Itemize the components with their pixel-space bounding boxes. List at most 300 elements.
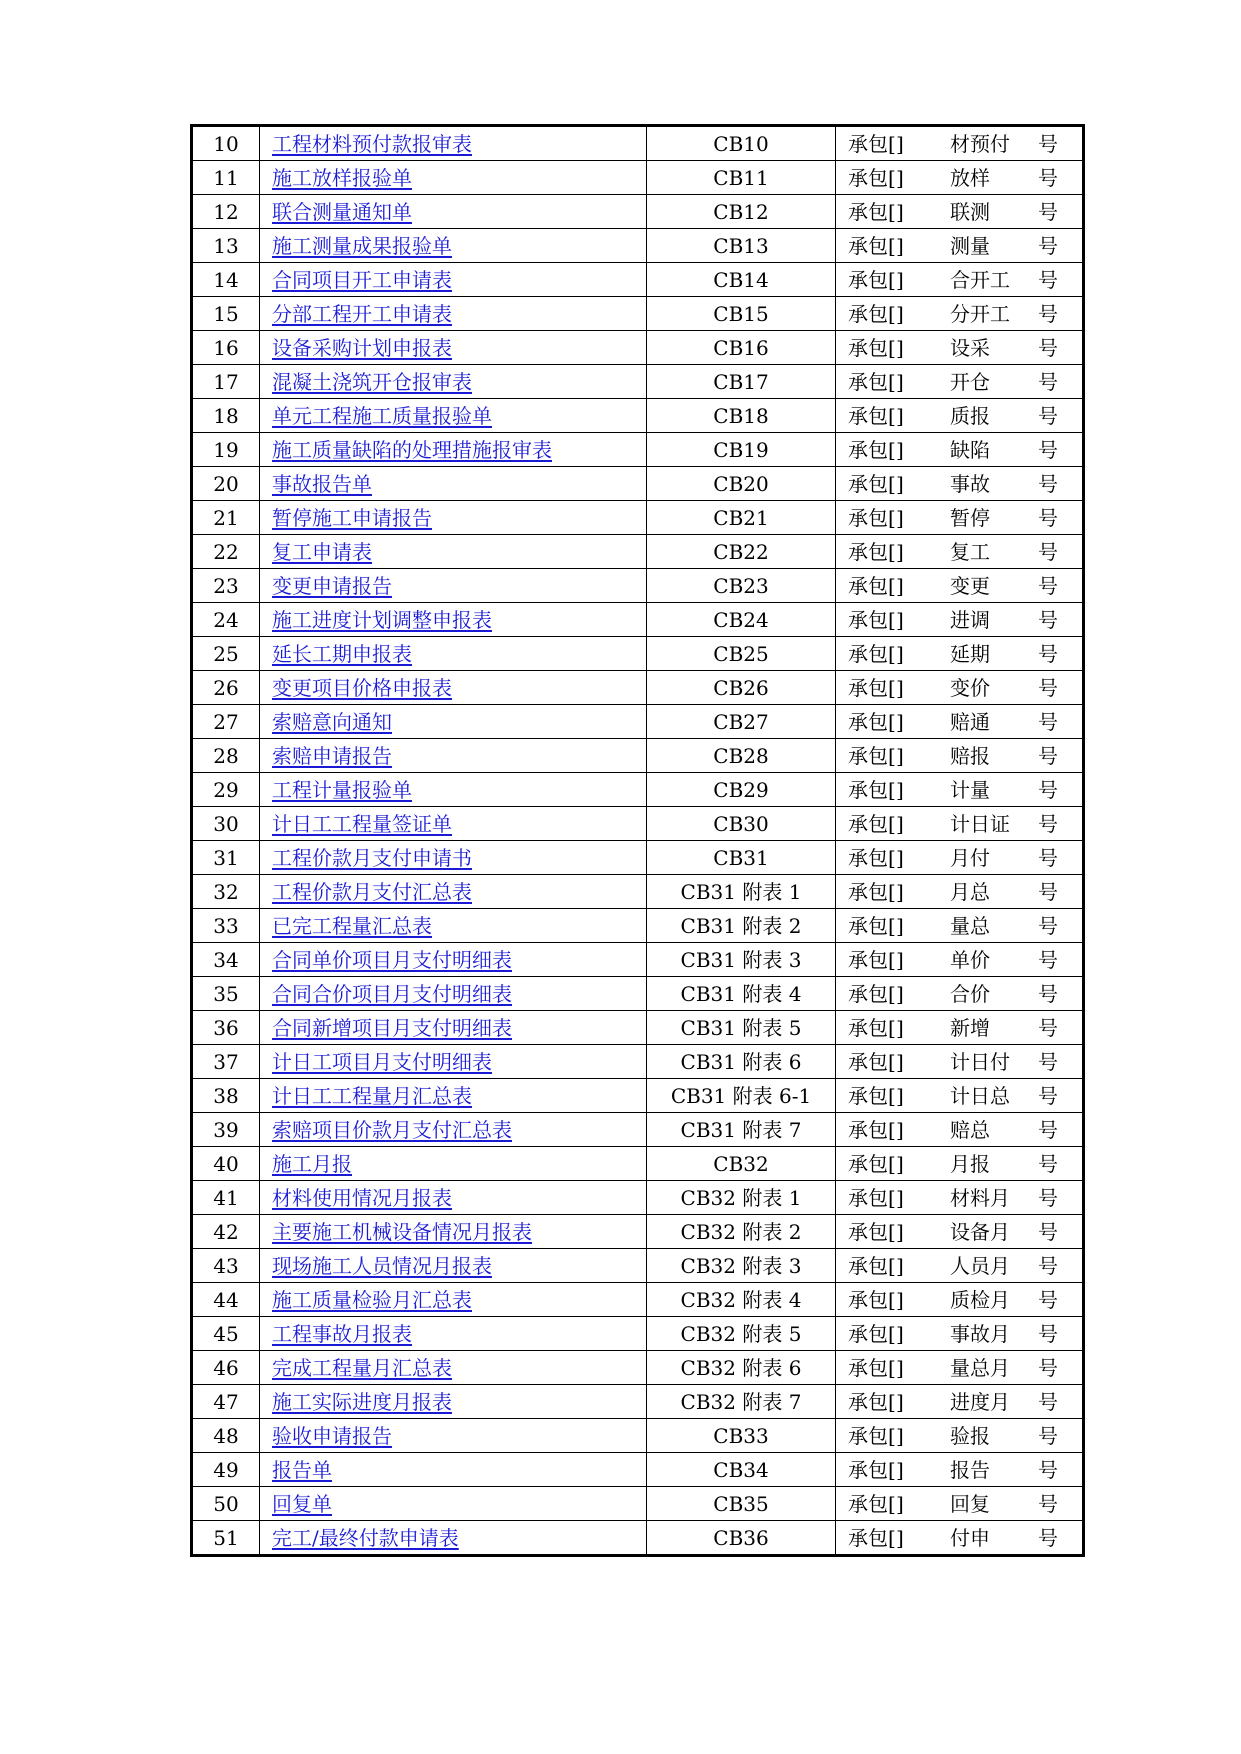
reference-number-cell	[836, 331, 1083, 365]
form-name-link[interactable]: 索赔意向通知	[272, 709, 392, 734]
form-name-link[interactable]: 验收申请报告	[272, 1423, 392, 1448]
ref-abbreviation: 合价	[950, 981, 990, 1006]
reference-number-cell	[836, 1521, 1083, 1555]
reference-number-cell	[836, 433, 1083, 467]
form-name-link[interactable]: 施工放样报验单	[272, 165, 412, 190]
ref-abbreviation: 材预付	[950, 131, 1010, 156]
row-number: 49	[193, 1453, 260, 1487]
form-code: CB26	[647, 671, 836, 705]
form-name-cell	[260, 569, 647, 603]
reference-number-cell	[836, 1453, 1083, 1487]
table-row	[193, 773, 1082, 807]
row-number: 23	[193, 569, 260, 603]
ref-abbreviation: 赔总	[950, 1117, 990, 1142]
form-name-cell	[260, 1317, 647, 1351]
ref-bracket-close: ]	[896, 1389, 904, 1414]
ref-prefix: 承包[	[848, 301, 896, 326]
form-name-link[interactable]: 计日工工程量月汇总表	[272, 1083, 472, 1108]
reference-number-cell	[836, 943, 1083, 977]
ref-abbreviation: 测量	[950, 233, 990, 258]
row-number: 29	[193, 773, 260, 807]
ref-bracket-close: ]	[896, 1117, 904, 1142]
ref-suffix: 号	[1038, 1219, 1058, 1244]
form-name-link[interactable]: 施工实际进度月报表	[272, 1389, 452, 1414]
ref-prefix: 承包[	[848, 1457, 896, 1482]
ref-abbreviation: 质报	[950, 403, 990, 428]
table-row	[193, 909, 1082, 943]
ref-bracket-close: ]	[896, 505, 904, 530]
reference-number-cell	[836, 637, 1083, 671]
row-number: 11	[193, 161, 260, 195]
reference-number-cell	[836, 1215, 1083, 1249]
form-name-cell	[260, 705, 647, 739]
row-number: 17	[193, 365, 260, 399]
ref-suffix: 号	[1038, 1491, 1058, 1516]
form-name-link[interactable]: 计日工工程量签证单	[272, 811, 452, 836]
ref-prefix: 承包[	[848, 947, 896, 972]
reference-number-cell	[836, 773, 1083, 807]
ref-abbreviation: 赔报	[950, 743, 990, 768]
ref-suffix: 号	[1038, 845, 1058, 870]
table-row	[193, 1351, 1082, 1385]
table-row	[193, 195, 1082, 229]
ref-bracket-close: ]	[896, 471, 904, 496]
form-code: CB34	[647, 1453, 836, 1487]
ref-prefix: 承包[	[848, 845, 896, 870]
form-name-cell	[260, 195, 647, 229]
ref-bracket-close: ]	[896, 981, 904, 1006]
form-code: CB30	[647, 807, 836, 841]
ref-abbreviation: 材料月	[950, 1185, 1010, 1210]
form-name-link[interactable]: 施工质量缺陷的处理措施报审表	[272, 437, 552, 462]
form-name-link[interactable]: 施工进度计划调整申报表	[272, 607, 492, 632]
row-number: 25	[193, 637, 260, 671]
form-name-link[interactable]: 工程价款月支付申请书	[272, 845, 472, 870]
ref-suffix: 号	[1038, 573, 1058, 598]
reference-number-cell	[836, 467, 1083, 501]
ref-prefix: 承包[	[848, 743, 896, 768]
row-number: 33	[193, 909, 260, 943]
ref-abbreviation: 回复	[950, 1491, 990, 1516]
ref-suffix: 号	[1038, 1151, 1058, 1176]
form-name-link[interactable]: 报告单	[272, 1457, 332, 1482]
ref-abbreviation: 计日总	[950, 1083, 1010, 1108]
ref-suffix: 号	[1038, 1321, 1058, 1346]
form-code: CB35	[647, 1487, 836, 1521]
ref-prefix: 承包[	[848, 233, 896, 258]
row-number: 39	[193, 1113, 260, 1147]
ref-abbreviation: 变更	[950, 573, 990, 598]
form-name-link[interactable]: 合同项目开工申请表	[272, 267, 452, 292]
table-row	[193, 161, 1082, 195]
table-row	[193, 1317, 1082, 1351]
reference-number-cell	[836, 1249, 1083, 1283]
reference-number-cell	[836, 1045, 1083, 1079]
form-name-link[interactable]: 工程计量报验单	[272, 777, 412, 802]
ref-suffix: 号	[1038, 131, 1058, 156]
ref-prefix: 承包[	[848, 573, 896, 598]
form-name-link[interactable]: 单元工程施工质量报验单	[272, 403, 492, 428]
ref-abbreviation: 设采	[950, 335, 990, 360]
ref-bracket-close: ]	[896, 131, 904, 156]
row-number: 50	[193, 1487, 260, 1521]
form-name-cell	[260, 739, 647, 773]
ref-suffix: 号	[1038, 743, 1058, 768]
reference-number-cell	[836, 909, 1083, 943]
reference-number-cell	[836, 569, 1083, 603]
row-number: 12	[193, 195, 260, 229]
reference-number-cell	[836, 1113, 1083, 1147]
form-name-cell	[260, 263, 647, 297]
row-number: 44	[193, 1283, 260, 1317]
form-name-link[interactable]: 施工质量检验月汇总表	[272, 1287, 472, 1312]
form-name-cell	[260, 1351, 647, 1385]
form-name-cell	[260, 671, 647, 705]
ref-bracket-close: ]	[896, 539, 904, 564]
form-name-cell	[260, 1045, 647, 1079]
table-row	[193, 1011, 1082, 1045]
ref-abbreviation: 单价	[950, 947, 990, 972]
form-name-link[interactable]: 暂停施工申请报告	[272, 505, 432, 530]
form-name-cell	[260, 977, 647, 1011]
table-row	[193, 671, 1082, 705]
form-name-cell	[260, 943, 647, 977]
form-name-link[interactable]: 工程事故月报表	[272, 1321, 412, 1346]
row-number: 21	[193, 501, 260, 535]
ref-prefix: 承包[	[848, 1151, 896, 1176]
row-number: 41	[193, 1181, 260, 1215]
ref-bracket-close: ]	[896, 709, 904, 734]
form-code: CB12	[647, 195, 836, 229]
table-row	[193, 875, 1082, 909]
ref-prefix: 承包[	[848, 1185, 896, 1210]
reference-number-cell	[836, 739, 1083, 773]
reference-number-cell	[836, 603, 1083, 637]
form-code: CB31	[647, 841, 836, 875]
ref-prefix: 承包[	[848, 369, 896, 394]
form-name-cell	[260, 1181, 647, 1215]
form-name-link[interactable]: 完工/最终付款申请表	[272, 1525, 459, 1550]
table-row	[193, 1453, 1082, 1487]
form-code: CB29	[647, 773, 836, 807]
ref-bracket-close: ]	[896, 1525, 904, 1550]
form-code: CB25	[647, 637, 836, 671]
ref-bracket-close: ]	[896, 913, 904, 938]
ref-abbreviation: 质检月	[950, 1287, 1010, 1312]
form-name-link[interactable]: 变更项目价格申报表	[272, 675, 452, 700]
reference-number-cell	[836, 807, 1083, 841]
ref-prefix: 承包[	[848, 607, 896, 632]
ref-bracket-close: ]	[896, 607, 904, 632]
reference-number-cell	[836, 1419, 1083, 1453]
form-code: CB32	[647, 1147, 836, 1181]
form-name-cell	[260, 161, 647, 195]
form-code: CB28	[647, 739, 836, 773]
table-body	[193, 127, 1082, 1554]
ref-abbreviation: 报告	[950, 1457, 990, 1482]
reference-number-cell	[836, 535, 1083, 569]
ref-abbreviation: 计日付	[950, 1049, 1010, 1074]
reference-number-cell	[836, 875, 1083, 909]
form-name-cell	[260, 807, 647, 841]
reference-number-cell	[836, 127, 1083, 161]
form-code: CB31 附表 6	[647, 1045, 836, 1079]
ref-suffix: 号	[1038, 1015, 1058, 1040]
form-name-link[interactable]: 事故报告单	[272, 471, 372, 496]
form-name-link[interactable]: 分部工程开工申请表	[272, 301, 452, 326]
ref-abbreviation: 付申	[950, 1525, 990, 1550]
ref-bracket-close: ]	[896, 879, 904, 904]
ref-prefix: 承包[	[848, 709, 896, 734]
reference-number-cell	[836, 1181, 1083, 1215]
ref-bracket-close: ]	[896, 267, 904, 292]
form-name-link[interactable]: 材料使用情况月报表	[272, 1185, 452, 1210]
table-row	[193, 807, 1082, 841]
ref-abbreviation: 计日证	[950, 811, 1010, 836]
ref-abbreviation: 月报	[950, 1151, 990, 1176]
form-name-link[interactable]: 施工测量成果报验单	[272, 233, 452, 258]
ref-suffix: 号	[1038, 1525, 1058, 1550]
ref-abbreviation: 放样	[950, 165, 990, 190]
form-code: CB31 附表 2	[647, 909, 836, 943]
ref-suffix: 号	[1038, 811, 1058, 836]
table-row	[193, 433, 1082, 467]
row-number: 24	[193, 603, 260, 637]
form-code: CB31 附表 5	[647, 1011, 836, 1045]
ref-prefix: 承包[	[848, 641, 896, 666]
ref-abbreviation: 合开工	[950, 267, 1010, 292]
reference-number-cell	[836, 1283, 1083, 1317]
table-row	[193, 1419, 1082, 1453]
row-number: 19	[193, 433, 260, 467]
ref-prefix: 承包[	[848, 1389, 896, 1414]
form-name-cell	[260, 603, 647, 637]
ref-suffix: 号	[1038, 1287, 1058, 1312]
row-number: 48	[193, 1419, 260, 1453]
form-code: CB13	[647, 229, 836, 263]
row-number: 31	[193, 841, 260, 875]
form-index-table	[190, 124, 1085, 1557]
form-name-cell	[260, 1283, 647, 1317]
row-number: 43	[193, 1249, 260, 1283]
row-number: 51	[193, 1521, 260, 1555]
ref-bracket-close: ]	[896, 233, 904, 258]
form-code: CB32 附表 2	[647, 1215, 836, 1249]
ref-bracket-close: ]	[896, 743, 904, 768]
table-row	[193, 977, 1082, 1011]
table-row	[193, 841, 1082, 875]
table-row	[193, 637, 1082, 671]
form-code: CB10	[647, 127, 836, 161]
ref-suffix: 号	[1038, 1457, 1058, 1482]
form-name-link[interactable]: 合同合价项目月支付明细表	[272, 981, 512, 1006]
table-row	[193, 1487, 1082, 1521]
ref-abbreviation: 事故月	[950, 1321, 1010, 1346]
form-name-link[interactable]: 混凝土浇筑开仓报审表	[272, 369, 472, 394]
form-name-link[interactable]: 已完工程量汇总表	[272, 913, 432, 938]
form-name-cell	[260, 127, 647, 161]
form-code: CB32 附表 5	[647, 1317, 836, 1351]
ref-prefix: 承包[	[848, 1491, 896, 1516]
table-row	[193, 1385, 1082, 1419]
row-number: 18	[193, 399, 260, 433]
ref-abbreviation: 量总	[950, 913, 990, 938]
table-row	[193, 297, 1082, 331]
ref-bracket-close: ]	[896, 1049, 904, 1074]
ref-prefix: 承包[	[848, 403, 896, 428]
form-name-link[interactable]: 工程材料预付款报审表	[272, 131, 472, 156]
form-name-link[interactable]: 复工申请表	[272, 539, 372, 564]
ref-suffix: 号	[1038, 641, 1058, 666]
ref-bracket-close: ]	[896, 845, 904, 870]
table-row	[193, 399, 1082, 433]
form-code: CB31 附表 3	[647, 943, 836, 977]
form-name-link[interactable]: 完成工程量月汇总表	[272, 1355, 452, 1380]
table-row	[193, 1215, 1082, 1249]
ref-suffix: 号	[1038, 165, 1058, 190]
reference-number-cell	[836, 1385, 1083, 1419]
form-name-cell	[260, 1419, 647, 1453]
form-name-link[interactable]: 工程价款月支付汇总表	[272, 879, 472, 904]
form-code: CB27	[647, 705, 836, 739]
ref-suffix: 号	[1038, 1117, 1058, 1142]
ref-abbreviation: 计量	[950, 777, 990, 802]
ref-bracket-close: ]	[896, 1321, 904, 1346]
ref-suffix: 号	[1038, 233, 1058, 258]
table-row	[193, 331, 1082, 365]
ref-suffix: 号	[1038, 471, 1058, 496]
form-name-link[interactable]: 索赔申请报告	[272, 743, 392, 768]
ref-prefix: 承包[	[848, 335, 896, 360]
form-name-cell	[260, 467, 647, 501]
form-code: CB24	[647, 603, 836, 637]
ref-bracket-close: ]	[896, 1287, 904, 1312]
ref-bracket-close: ]	[896, 1355, 904, 1380]
table-row	[193, 263, 1082, 297]
form-code: CB36	[647, 1521, 836, 1555]
form-name-cell	[260, 229, 647, 263]
ref-bracket-close: ]	[896, 1151, 904, 1176]
ref-prefix: 承包[	[848, 539, 896, 564]
ref-prefix: 承包[	[848, 165, 896, 190]
form-name-cell	[260, 399, 647, 433]
row-number: 28	[193, 739, 260, 773]
row-number: 46	[193, 1351, 260, 1385]
reference-number-cell	[836, 1351, 1083, 1385]
ref-prefix: 承包[	[848, 199, 896, 224]
form-code: CB32 附表 4	[647, 1283, 836, 1317]
table-row	[193, 467, 1082, 501]
ref-prefix: 承包[	[848, 981, 896, 1006]
form-code: CB17	[647, 365, 836, 399]
form-name-link[interactable]: 合同单价项目月支付明细表	[272, 947, 512, 972]
ref-abbreviation: 联测	[950, 199, 990, 224]
form-code: CB11	[647, 161, 836, 195]
form-name-link[interactable]: 延长工期申报表	[272, 641, 412, 666]
ref-suffix: 号	[1038, 675, 1058, 700]
row-number: 13	[193, 229, 260, 263]
table-row	[193, 569, 1082, 603]
ref-bracket-close: ]	[896, 777, 904, 802]
ref-suffix: 号	[1038, 981, 1058, 1006]
reference-number-cell	[836, 1011, 1083, 1045]
form-name-cell	[260, 1079, 647, 1113]
ref-suffix: 号	[1038, 539, 1058, 564]
reference-number-cell	[836, 365, 1083, 399]
ref-prefix: 承包[	[848, 1321, 896, 1346]
ref-prefix: 承包[	[848, 131, 896, 156]
ref-bracket-close: ]	[896, 573, 904, 598]
row-number: 22	[193, 535, 260, 569]
ref-abbreviation: 验报	[950, 1423, 990, 1448]
ref-bracket-close: ]	[896, 1457, 904, 1482]
form-code: CB20	[647, 467, 836, 501]
form-name-link[interactable]: 合同新增项目月支付明细表	[272, 1015, 512, 1040]
row-number: 30	[193, 807, 260, 841]
ref-bracket-close: ]	[896, 675, 904, 700]
table-row	[193, 1249, 1082, 1283]
form-name-link[interactable]: 主要施工机械设备情况月报表	[272, 1219, 532, 1244]
row-number: 14	[193, 263, 260, 297]
reference-number-cell	[836, 841, 1083, 875]
ref-abbreviation: 延期	[950, 641, 990, 666]
row-number: 47	[193, 1385, 260, 1419]
form-name-cell	[260, 1215, 647, 1249]
ref-bracket-close: ]	[896, 369, 904, 394]
ref-suffix: 号	[1038, 879, 1058, 904]
reference-number-cell	[836, 977, 1083, 1011]
row-number: 38	[193, 1079, 260, 1113]
ref-bracket-close: ]	[896, 947, 904, 972]
form-name-link[interactable]: 计日工项目月支付明细表	[272, 1049, 492, 1074]
ref-bracket-close: ]	[896, 199, 904, 224]
form-name-cell	[260, 331, 647, 365]
ref-suffix: 号	[1038, 1355, 1058, 1380]
form-name-link[interactable]: 索赔项目价款月支付汇总表	[272, 1117, 512, 1142]
ref-bracket-close: ]	[896, 403, 904, 428]
table-row	[193, 1045, 1082, 1079]
ref-bracket-close: ]	[896, 1219, 904, 1244]
row-number: 16	[193, 331, 260, 365]
row-number: 32	[193, 875, 260, 909]
form-name-cell	[260, 841, 647, 875]
ref-abbreviation: 事故	[950, 471, 990, 496]
form-code: CB32 附表 3	[647, 1249, 836, 1283]
ref-abbreviation: 复工	[950, 539, 990, 564]
form-name-cell	[260, 1249, 647, 1283]
ref-suffix: 号	[1038, 335, 1058, 360]
ref-bracket-close: ]	[896, 437, 904, 462]
form-name-link[interactable]: 回复单	[272, 1491, 332, 1516]
form-name-link[interactable]: 联合测量通知单	[272, 199, 412, 224]
row-number: 36	[193, 1011, 260, 1045]
ref-abbreviation: 分开工	[950, 301, 1010, 326]
row-number: 27	[193, 705, 260, 739]
ref-bracket-close: ]	[896, 1015, 904, 1040]
form-name-link[interactable]: 施工月报	[272, 1151, 352, 1176]
form-name-link[interactable]: 变更申请报告	[272, 573, 392, 598]
form-code: CB15	[647, 297, 836, 331]
table-row	[193, 1521, 1082, 1555]
form-name-link[interactable]: 现场施工人员情况月报表	[272, 1253, 492, 1278]
ref-bracket-close: ]	[896, 641, 904, 666]
table-row	[193, 705, 1082, 739]
ref-bracket-close: ]	[896, 1491, 904, 1516]
form-name-link[interactable]: 设备采购计划申报表	[272, 335, 452, 360]
ref-abbreviation: 暂停	[950, 505, 990, 530]
row-number: 40	[193, 1147, 260, 1181]
ref-abbreviation: 开仓	[950, 369, 990, 394]
